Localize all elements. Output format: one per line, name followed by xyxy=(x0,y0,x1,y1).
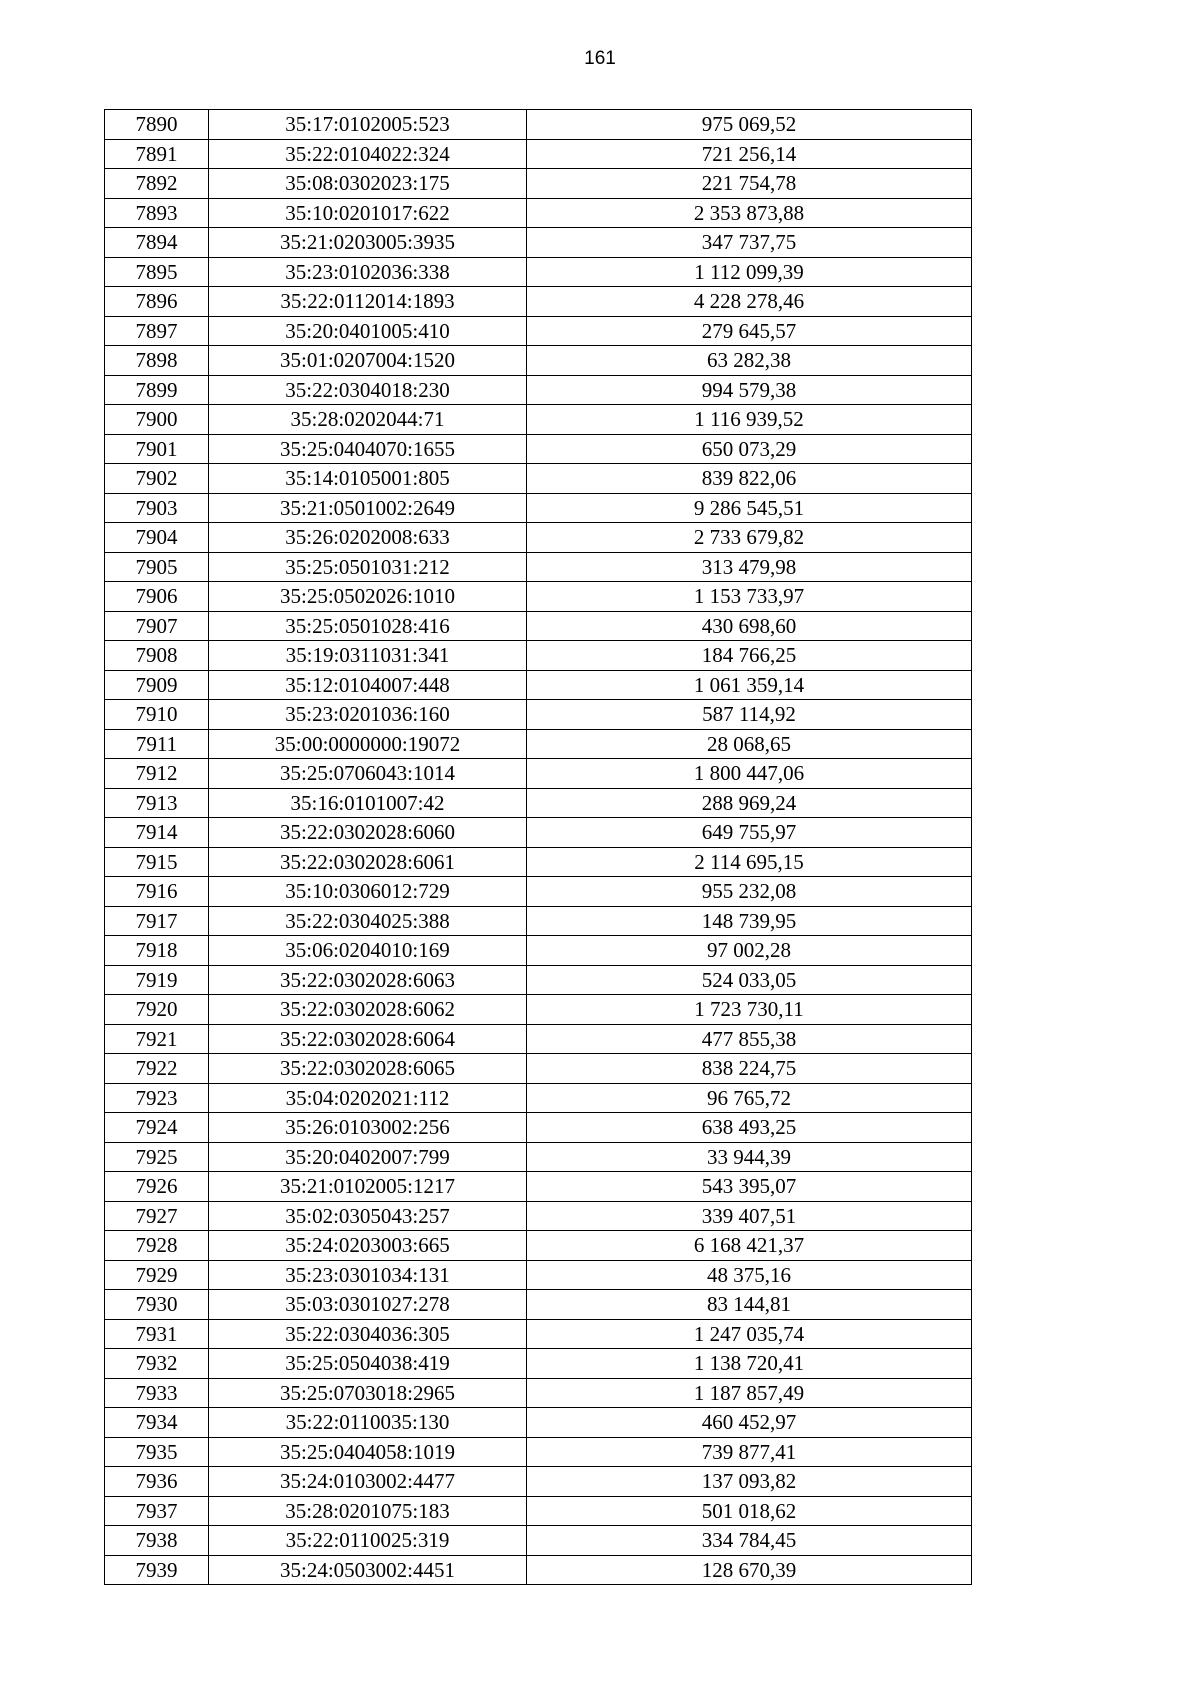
row-number-cell: 7893 xyxy=(105,198,209,228)
cadastral-number-cell: 35:22:0112014:1893 xyxy=(209,287,527,317)
row-number-cell: 7894 xyxy=(105,228,209,258)
table-row xyxy=(105,759,972,789)
cadastral-value-cell: 2 733 679,82 xyxy=(527,523,972,553)
cadastral-value-cell: 460 452,97 xyxy=(527,1408,972,1438)
row-number-cell: 7902 xyxy=(105,464,209,494)
row-number-cell: 7891 xyxy=(105,139,209,169)
table-row xyxy=(105,1142,972,1172)
row-number-cell: 7913 xyxy=(105,788,209,818)
row-number-cell: 7939 xyxy=(105,1555,209,1585)
cadastral-value-cell: 1 153 733,97 xyxy=(527,582,972,612)
cadastral-value-cell: 221 754,78 xyxy=(527,169,972,199)
cadastral-number-cell: 35:23:0301034:131 xyxy=(209,1260,527,1290)
table-row xyxy=(105,788,972,818)
cadastral-number-cell: 35:22:0302028:6064 xyxy=(209,1024,527,1054)
row-number-cell: 7919 xyxy=(105,965,209,995)
cadastral-value-cell: 1 723 730,11 xyxy=(527,995,972,1025)
cadastral-number-cell: 35:22:0302028:6060 xyxy=(209,818,527,848)
row-number-cell: 7907 xyxy=(105,611,209,641)
row-number-cell: 7914 xyxy=(105,818,209,848)
row-number-cell: 7906 xyxy=(105,582,209,612)
cadastral-value-cell: 1 116 939,52 xyxy=(527,405,972,435)
cadastral-value-cell: 1 247 035,74 xyxy=(527,1319,972,1349)
cadastral-number-cell: 35:20:0402007:799 xyxy=(209,1142,527,1172)
table-row xyxy=(105,198,972,228)
cadastral-number-cell: 35:22:0304025:388 xyxy=(209,906,527,936)
page-number: 161 xyxy=(584,48,616,69)
cadastral-value-cell: 334 784,45 xyxy=(527,1526,972,1556)
cadastral-number-cell: 35:25:0404070:1655 xyxy=(209,434,527,464)
cadastral-value-cell: 430 698,60 xyxy=(527,611,972,641)
table-row xyxy=(105,1496,972,1526)
cadastral-value-cell: 148 739,95 xyxy=(527,906,972,936)
cadastral-value-cell: 339 407,51 xyxy=(527,1201,972,1231)
table-row xyxy=(105,1378,972,1408)
cadastral-number-cell: 35:26:0202008:633 xyxy=(209,523,527,553)
cadastral-value-cell: 975 069,52 xyxy=(527,110,972,140)
cadastral-number-cell: 35:22:0104022:324 xyxy=(209,139,527,169)
table-row xyxy=(105,936,972,966)
cadastral-value-cell: 524 033,05 xyxy=(527,965,972,995)
cadastral-number-cell: 35:23:0102036:338 xyxy=(209,257,527,287)
cadastral-value-cell: 838 224,75 xyxy=(527,1054,972,1084)
cadastral-value-cell: 501 018,62 xyxy=(527,1496,972,1526)
cadastral-number-cell: 35:22:0302028:6065 xyxy=(209,1054,527,1084)
cadastral-number-cell: 35:04:0202021:112 xyxy=(209,1083,527,1113)
cadastral-value-cell: 839 822,06 xyxy=(527,464,972,494)
cadastral-number-cell: 35:22:0302028:6062 xyxy=(209,995,527,1025)
table-row xyxy=(105,1054,972,1084)
cadastral-number-cell: 35:24:0103002:4477 xyxy=(209,1467,527,1497)
table-row xyxy=(105,965,972,995)
table-row xyxy=(105,818,972,848)
cadastral-value-cell: 128 670,39 xyxy=(527,1555,972,1585)
table-row xyxy=(105,1172,972,1202)
row-number-cell: 7908 xyxy=(105,641,209,671)
cadastral-number-cell: 35:22:0304036:305 xyxy=(209,1319,527,1349)
row-number-cell: 7931 xyxy=(105,1319,209,1349)
row-number-cell: 7897 xyxy=(105,316,209,346)
cadastral-value-cell: 137 093,82 xyxy=(527,1467,972,1497)
row-number-cell: 7899 xyxy=(105,375,209,405)
table-row xyxy=(105,434,972,464)
cadastral-number-cell: 35:02:0305043:257 xyxy=(209,1201,527,1231)
cadastral-value-cell: 9 286 545,51 xyxy=(527,493,972,523)
table-row xyxy=(105,1113,972,1143)
table-row xyxy=(105,464,972,494)
cadastral-number-cell: 35:16:0101007:42 xyxy=(209,788,527,818)
cadastral-value-cell: 477 855,38 xyxy=(527,1024,972,1054)
cadastral-value-cell: 288 969,24 xyxy=(527,788,972,818)
table-row xyxy=(105,1024,972,1054)
cadastral-number-cell: 35:25:0501031:212 xyxy=(209,552,527,582)
row-number-cell: 7937 xyxy=(105,1496,209,1526)
row-number-cell: 7918 xyxy=(105,936,209,966)
row-number-cell: 7910 xyxy=(105,700,209,730)
cadastral-number-cell: 35:24:0203003:665 xyxy=(209,1231,527,1261)
table-row xyxy=(105,1260,972,1290)
row-number-cell: 7896 xyxy=(105,287,209,317)
cadastral-value-cell: 6 168 421,37 xyxy=(527,1231,972,1261)
table-row xyxy=(105,1319,972,1349)
cadastral-number-cell: 35:08:0302023:175 xyxy=(209,169,527,199)
row-number-cell: 7930 xyxy=(105,1290,209,1320)
cadastral-value-cell: 994 579,38 xyxy=(527,375,972,405)
table-row xyxy=(105,906,972,936)
table-row xyxy=(105,110,972,140)
table-row xyxy=(105,523,972,553)
table-row xyxy=(105,493,972,523)
table-row xyxy=(105,641,972,671)
table-row xyxy=(105,670,972,700)
row-number-cell: 7936 xyxy=(105,1467,209,1497)
cadastral-value-cell: 347 737,75 xyxy=(527,228,972,258)
row-number-cell: 7892 xyxy=(105,169,209,199)
table-body xyxy=(105,110,972,1585)
table-row xyxy=(105,582,972,612)
cadastral-number-cell: 35:10:0306012:729 xyxy=(209,877,527,907)
cadastral-number-cell: 35:25:0502026:1010 xyxy=(209,582,527,612)
cadastral-value-cell: 48 375,16 xyxy=(527,1260,972,1290)
row-number-cell: 7935 xyxy=(105,1437,209,1467)
cadastral-value-cell: 279 645,57 xyxy=(527,316,972,346)
cadastral-number-cell: 35:17:0102005:523 xyxy=(209,110,527,140)
cadastral-value-cell: 33 944,39 xyxy=(527,1142,972,1172)
row-number-cell: 7917 xyxy=(105,906,209,936)
cadastral-value-cell: 63 282,38 xyxy=(527,346,972,376)
cadastral-value-cell: 2 353 873,88 xyxy=(527,198,972,228)
table-row xyxy=(105,729,972,759)
cadastral-number-cell: 35:03:0301027:278 xyxy=(209,1290,527,1320)
table-row xyxy=(105,375,972,405)
cadastral-value-cell: 1 138 720,41 xyxy=(527,1349,972,1379)
table-row xyxy=(105,1290,972,1320)
cadastral-value-cell: 739 877,41 xyxy=(527,1437,972,1467)
row-number-cell: 7895 xyxy=(105,257,209,287)
cadastral-number-cell: 35:21:0102005:1217 xyxy=(209,1172,527,1202)
row-number-cell: 7916 xyxy=(105,877,209,907)
cadastral-number-cell: 35:10:0201017:622 xyxy=(209,198,527,228)
cadastral-value-cell: 2 114 695,15 xyxy=(527,847,972,877)
row-number-cell: 7924 xyxy=(105,1113,209,1143)
table-row xyxy=(105,1526,972,1556)
row-number-cell: 7938 xyxy=(105,1526,209,1556)
row-number-cell: 7903 xyxy=(105,493,209,523)
cadastral-number-cell: 35:21:0203005:3935 xyxy=(209,228,527,258)
row-number-cell: 7901 xyxy=(105,434,209,464)
row-number-cell: 7912 xyxy=(105,759,209,789)
cadastral-number-cell: 35:00:0000000:19072 xyxy=(209,729,527,759)
cadastral-number-cell: 35:25:0706043:1014 xyxy=(209,759,527,789)
table-row xyxy=(105,847,972,877)
cadastral-value-cell: 1 112 099,39 xyxy=(527,257,972,287)
cadastral-number-cell: 35:28:0202044:71 xyxy=(209,405,527,435)
cadastral-value-cell: 96 765,72 xyxy=(527,1083,972,1113)
table-row xyxy=(105,995,972,1025)
table-row xyxy=(105,1083,972,1113)
row-number-cell: 7905 xyxy=(105,552,209,582)
table-row xyxy=(105,877,972,907)
cadastral-number-cell: 35:19:0311031:341 xyxy=(209,641,527,671)
cadastral-number-cell: 35:20:0401005:410 xyxy=(209,316,527,346)
cadastral-value-cell: 587 114,92 xyxy=(527,700,972,730)
cadastral-value-cell: 28 068,65 xyxy=(527,729,972,759)
table-row xyxy=(105,228,972,258)
row-number-cell: 7915 xyxy=(105,847,209,877)
row-number-cell: 7900 xyxy=(105,405,209,435)
cadastral-number-cell: 35:14:0105001:805 xyxy=(209,464,527,494)
row-number-cell: 7922 xyxy=(105,1054,209,1084)
cadastral-number-cell: 35:06:0204010:169 xyxy=(209,936,527,966)
row-number-cell: 7932 xyxy=(105,1349,209,1379)
cadastral-value-cell: 4 228 278,46 xyxy=(527,287,972,317)
row-number-cell: 7909 xyxy=(105,670,209,700)
row-number-cell: 7921 xyxy=(105,1024,209,1054)
cadastral-value-cell: 638 493,25 xyxy=(527,1113,972,1143)
cadastral-value-cell: 1 800 447,06 xyxy=(527,759,972,789)
cadastral-number-cell: 35:22:0110035:130 xyxy=(209,1408,527,1438)
table-row xyxy=(105,552,972,582)
table-row xyxy=(105,1231,972,1261)
table-row xyxy=(105,139,972,169)
row-number-cell: 7904 xyxy=(105,523,209,553)
cadastral-value-cell: 649 755,97 xyxy=(527,818,972,848)
cadastral-number-cell: 35:25:0404058:1019 xyxy=(209,1437,527,1467)
table-row xyxy=(105,1349,972,1379)
row-number-cell: 7920 xyxy=(105,995,209,1025)
table-row xyxy=(105,346,972,376)
table-row xyxy=(105,611,972,641)
cadastral-number-cell: 35:24:0503002:4451 xyxy=(209,1555,527,1585)
cadastral-number-cell: 35:26:0103002:256 xyxy=(209,1113,527,1143)
table-row xyxy=(105,1201,972,1231)
table-row xyxy=(105,169,972,199)
row-number-cell: 7934 xyxy=(105,1408,209,1438)
cadastral-value-table xyxy=(104,109,972,1585)
cadastral-number-cell: 35:12:0104007:448 xyxy=(209,670,527,700)
cadastral-value-cell: 97 002,28 xyxy=(527,936,972,966)
cadastral-number-cell: 35:01:0207004:1520 xyxy=(209,346,527,376)
row-number-cell: 7890 xyxy=(105,110,209,140)
row-number-cell: 7926 xyxy=(105,1172,209,1202)
cadastral-value-cell: 1 061 359,14 xyxy=(527,670,972,700)
row-number-cell: 7928 xyxy=(105,1231,209,1261)
cadastral-number-cell: 35:23:0201036:160 xyxy=(209,700,527,730)
table-row xyxy=(105,316,972,346)
cadastral-value-cell: 184 766,25 xyxy=(527,641,972,671)
cadastral-number-cell: 35:25:0703018:2965 xyxy=(209,1378,527,1408)
row-number-cell: 7898 xyxy=(105,346,209,376)
cadastral-number-cell: 35:25:0504038:419 xyxy=(209,1349,527,1379)
cadastral-number-cell: 35:22:0302028:6063 xyxy=(209,965,527,995)
table-row xyxy=(105,405,972,435)
row-number-cell: 7911 xyxy=(105,729,209,759)
cadastral-number-cell: 35:22:0110025:319 xyxy=(209,1526,527,1556)
cadastral-number-cell: 35:28:0201075:183 xyxy=(209,1496,527,1526)
table-row xyxy=(105,1437,972,1467)
cadastral-value-cell: 721 256,14 xyxy=(527,139,972,169)
table-row xyxy=(105,1408,972,1438)
table-row xyxy=(105,1467,972,1497)
cadastral-value-cell: 83 144,81 xyxy=(527,1290,972,1320)
row-number-cell: 7925 xyxy=(105,1142,209,1172)
table-row xyxy=(105,287,972,317)
cadastral-number-cell: 35:21:0501002:2649 xyxy=(209,493,527,523)
row-number-cell: 7927 xyxy=(105,1201,209,1231)
table-row xyxy=(105,257,972,287)
cadastral-value-cell: 955 232,08 xyxy=(527,877,972,907)
cadastral-value-cell: 313 479,98 xyxy=(527,552,972,582)
row-number-cell: 7933 xyxy=(105,1378,209,1408)
row-number-cell: 7923 xyxy=(105,1083,209,1113)
cadastral-number-cell: 35:25:0501028:416 xyxy=(209,611,527,641)
cadastral-value-cell: 650 073,29 xyxy=(527,434,972,464)
cadastral-value-cell: 1 187 857,49 xyxy=(527,1378,972,1408)
row-number-cell: 7929 xyxy=(105,1260,209,1290)
table-row xyxy=(105,1555,972,1585)
cadastral-value-cell: 543 395,07 xyxy=(527,1172,972,1202)
cadastral-number-cell: 35:22:0302028:6061 xyxy=(209,847,527,877)
table-row xyxy=(105,700,972,730)
cadastral-number-cell: 35:22:0304018:230 xyxy=(209,375,527,405)
